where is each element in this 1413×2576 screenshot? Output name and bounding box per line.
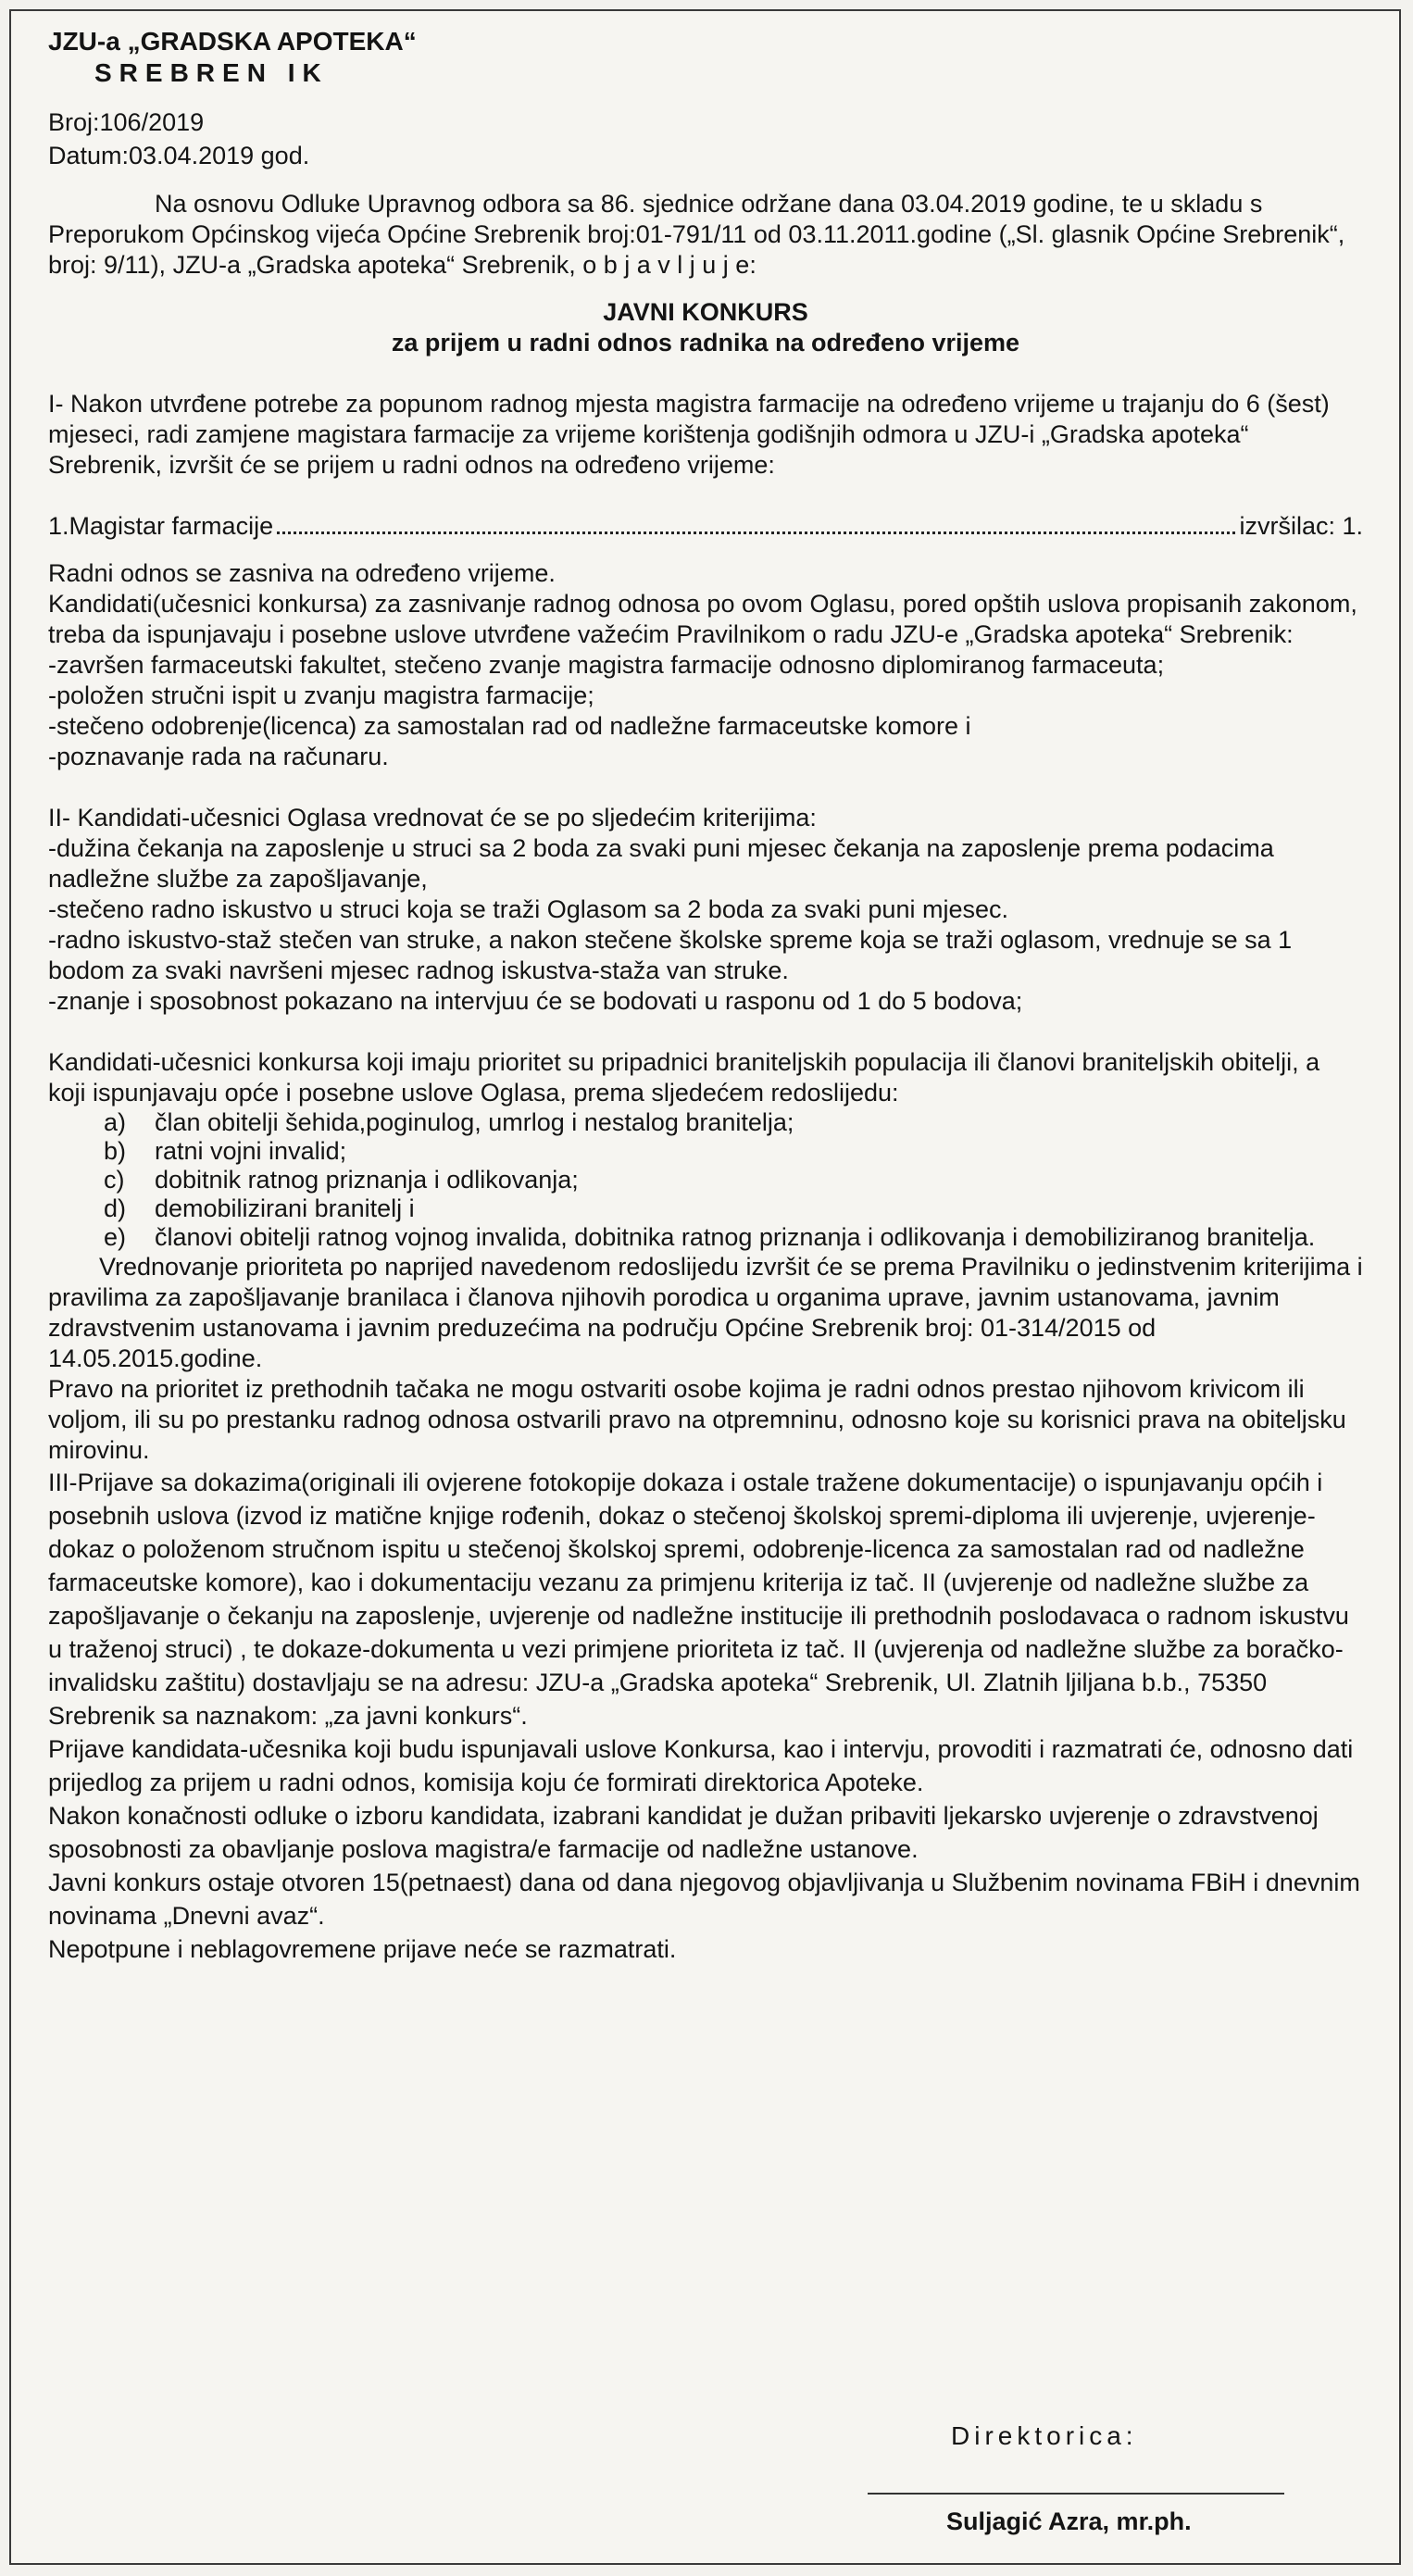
section2-paragraph: II- Kandidati-učesnici Oglasa vrednovat će se po sljedećim kriterijima: xyxy=(48,804,817,832)
priority-exclusion: Pravo na prioritet iz prethodnih tačaka ne mogu ostvariti osobe kojima je radni odnos prestao njihovom krivicom ili voljom, ili su po prestanku radnog odnosa ostvarili pravo na otpremninu, odnosno koje su korisnici prava na obiteljsku mirovinu. xyxy=(48,1375,1346,1464)
section1-paragraph: Kandidati(učesnici konkursa) za zasnivanje radnog odnosa po ovom Oglasu, pored opštih uslova propisanih zakonom, treba da ispunjavaju i posebne uslove utvrđene važećim Pravilnikom o radu JZU-e „Gradska apoteka“ Srebrenik: xyxy=(48,590,1357,648)
list-text: dobitnik ratnog priznanja i odlikovanja; xyxy=(155,1166,579,1194)
position-executors: izvršilac: 1. xyxy=(1239,512,1363,540)
position-line xyxy=(48,511,1363,542)
list-text: članovi obitelji ratnog vojnog invalida, dobitnika ratnog priznanja i odlikovanja i demobiliziranog branitelja. xyxy=(155,1223,1316,1251)
priority-intro: Kandidati-učesnici konkursa koji imaju prioritet su pripadnici braniteljskih populacija ili članovi braniteljskih obitelji, a koji ispunjavaju opće i posebne uslove Oglasa, prema sljedećem redoslijedu: xyxy=(48,1048,1320,1107)
section2-paragraph: -stečeno radno iskustvo u struci koja se traži Oglasom sa 2 boda za svaki puni mjesec. xyxy=(48,895,1008,923)
section3-paragraph: Prijave kandidata-učesnika koji budu ispunjavali uslove Konkursa, kao i intervju, provoditi i razmatrati će, odnosno dati prijedlog za prijem u radni odnos, komisija koju će formirati direktorica Apoteke. xyxy=(48,1735,1354,1796)
section2-paragraph: -znanje i sposobnost pokazano na intervjuu će se bodovati u rasponu od 1 do 5 bodova; xyxy=(48,987,1023,1015)
document-subtitle: za prijem u radni odnos radnika na određeno vrijeme xyxy=(391,329,1020,356)
document-title: JAVNI KONKURS xyxy=(603,298,808,326)
list-letter: c) xyxy=(104,1166,125,1194)
document-date: Datum:03.04.2019 god. xyxy=(48,142,310,169)
list-text: član obitelji šehida,poginulog, umrlog i nestalog branitelja; xyxy=(155,1108,794,1136)
section1-paragraph: -završen farmaceutski fakultet, stečeno zvanje magistra farmacije odnosno diplomiranog farmaceuta; xyxy=(48,651,1165,679)
list-letter: a) xyxy=(104,1108,127,1136)
priority-item xyxy=(104,1108,1363,1137)
list-letter: b) xyxy=(104,1137,127,1165)
priority-list xyxy=(48,1108,1363,1252)
document-body xyxy=(48,26,1363,1966)
section1-paragraph: Radni odnos se zasniva na određeno vrijeme. xyxy=(48,559,556,587)
priority-evaluation: Vrednovanje prioriteta po naprijed navedenom redoslijedu izvršit će se prema Pravilniku o jedinstvenim kriterijima i pravilima za zapošljavanje branilaca i članova njihovih porodica u organima uprave, javnim ustanovama, javnim zdravstvenim ustanovama i javnim preduzećima na području Općine Srebrenik broj: 01-314/2015 od 14.05.2015.godine. xyxy=(48,1253,1363,1372)
priority-item xyxy=(104,1166,1363,1194)
position-title: 1.Magistar farmacije xyxy=(48,512,274,540)
section3-paragraph: III-Prijave sa dokazima(originali ili ovjerene fotokopije dokaza i ostale tražene dokumentacije) o ispunjavanju općih i posebnih uslova (izvod iz matične knjige rođenih, dokaz o stečenoj školskoj spremi-diploma ili uvjerenje, uvjerenje-dokaz o položenom stručnom ispitu u stečenoj školskoj spremi, odobrenje-licenca za samostalan rad od nadležne farmaceutske komore), kao i dokumentaciju vezanu za primjenu kriterija iz tač. II (uvjerenje od nadležne službe za zapošljavanje o čekanju na zaposlenje, uvjerenje od nadležne institucije ili prethodnih poslodavaca o radnom iskustvu u traženoj struci) , te dokaze-dokumenta u vezi primjene prioriteta iz tač. II (uvjerenja od nadležne službe za boračko-invalidsku zaštitu) dostavljaju se na adresu: JZU-a „Gradska apoteka“ Srebrenik, Ul. Zlatnih ljiljana b.b., 75350 Srebrenik sa naznakom: „za javni konkurs“. xyxy=(48,1469,1349,1730)
signature-title: Direktorica: xyxy=(951,2421,1138,2450)
document-number: Broj:106/2019 xyxy=(48,108,205,136)
priority-item xyxy=(104,1223,1363,1252)
section3-paragraph: Nepotpune i neblagovremene prijave neće se razmatrati. xyxy=(48,1935,677,1963)
list-text: demobilizirani branitelj i xyxy=(155,1194,415,1222)
list-letter: d) xyxy=(104,1194,127,1222)
list-text: ratni vojni invalid; xyxy=(155,1137,347,1165)
priority-item xyxy=(104,1194,1363,1223)
section1-paragraph: -poznavanje rada na računaru. xyxy=(48,743,389,770)
intro-paragraph: Na osnovu Odluke Upravnog odbora sa 86. sjednice održane dana 03.04.2019 godine, te u skladu s Preporukom Općinskog vijeća Općine Srebrenik broj:01-791/11 od 03.11.2011.godine („Sl. glasnik Općine Srebrenik“, broj: 9/11), JZU-a „Gradska apoteka“ Srebrenik, o b j a v l j u j e: xyxy=(48,190,1345,279)
section2-paragraph: -radno iskustvo-staž stečen van struke, a nakon stečene školske spreme koja se traži oglasom, vrednuje se sa 1 bodom za svaki navršeni mjesec radnog iskustva-staža van struke. xyxy=(48,926,1293,984)
section2-paragraph: -dužina čekanja na zaposlenje u struci sa 2 boda za svaki puni mjesec čekanja na zaposlenje prema podacima nadležne službe za zapošljavanje, xyxy=(48,834,1274,893)
section1-intro: I- Nakon utvrđene potrebe za popunom radnog mjesta magistra farmacije na određeno vrijeme u trajanju do 6 (šest) mjeseci, radi zamjene magistara farmacije za vrijeme korištenja godišnjih odmora u JZU-i „Gradska apoteka“ Srebrenik, izvršit će se prijem u radni odnos na određeno vrijeme: xyxy=(48,390,1330,479)
signature-line xyxy=(868,2493,1284,2495)
organization-city: SREBREN IK xyxy=(94,58,329,87)
section3-paragraph: Javni konkurs ostaje otvoren 15(petnaest) dana od dana njegovog objavljivanja u Službenim novinama FBiH i dnevnim novinama „Dnevni avaz“. xyxy=(48,1869,1360,1930)
document-page xyxy=(9,9,1401,2565)
organization-name: JZU-a „GRADSKA APOTEKA“ xyxy=(48,27,417,56)
priority-item xyxy=(104,1137,1363,1166)
signature-name: Suljagić Azra, mr.ph. xyxy=(946,2507,1192,2535)
dotted-leader xyxy=(277,531,1235,534)
list-letter: e) xyxy=(104,1223,127,1251)
section3-paragraph: Nakon konačnosti odluke o izboru kandidata, izabrani kandidat je dužan pribaviti ljekarsko uvjerenje o zdravstvenoj sposobnosti za obavljanje poslova magistra/e farmacije od nadležne ustanove. xyxy=(48,1802,1319,1863)
section1-paragraph: -položen stručni ispit u zvanju magistra farmacije; xyxy=(48,682,594,709)
section1-paragraph: -stečeno odobrenje(licenca) za samostalan rad od nadležne farmaceutske komore i xyxy=(48,712,971,740)
